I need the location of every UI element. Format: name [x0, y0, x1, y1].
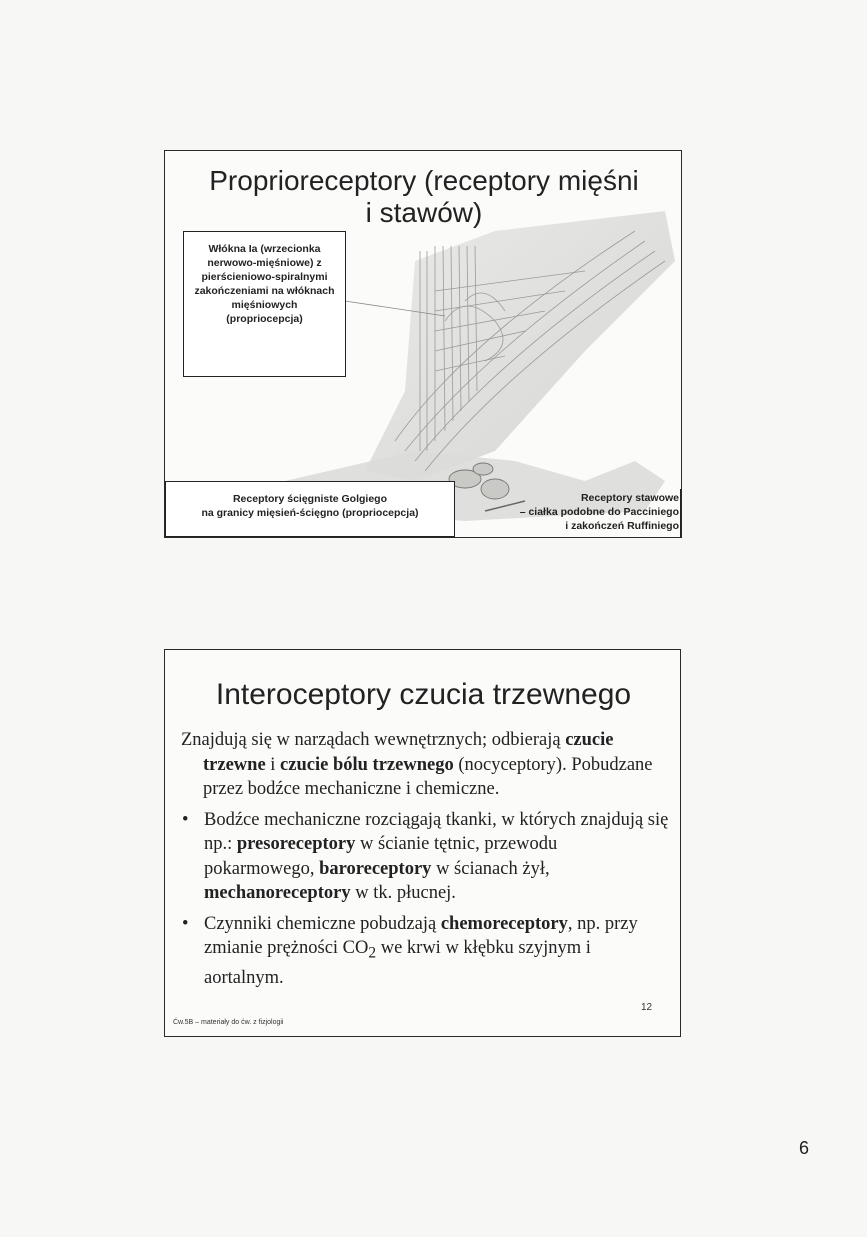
slide1-title	[165, 165, 683, 229]
bullet-text-part: w tk. płucnej.	[350, 883, 456, 903]
bullet-text-part: Bodźce mechaniczne rozciągają tkanki, w których znajdują się np.:	[204, 809, 669, 854]
page-number: 6	[799, 1138, 810, 1158]
joint-label-line2: – ciałka podobne do Pacciniego	[519, 506, 679, 518]
bullet-dot: •	[182, 913, 189, 934]
bullet-bold-term: baroreceptory	[319, 858, 432, 879]
slide-footer: Ćw.5B – materiały do ćw. z fizjologii	[173, 1019, 284, 1026]
fibers-label-box	[183, 231, 346, 377]
bullet-text	[204, 808, 671, 906]
intro-text: (nocyceptory). Pobudzane przez bodźce mechaniczne i chemiczne.	[203, 754, 653, 799]
bullet-mechanical	[181, 808, 671, 906]
bullet-bold-term: mechanoreceptory	[204, 883, 351, 903]
slide2-intro	[181, 728, 671, 802]
joint-label-line1: Receptory stawowe	[580, 492, 679, 504]
fibers-label: Włókna Ia (wrzecionka nerwowo-mięśniowe) z pierścieniowo-spiralnymi zakończeniami na włóknach mięśniowych (propriocepcja)	[194, 243, 335, 325]
golgi-label-line2: na granicy mięsień-ścięgno (propriocepcja)	[201, 507, 419, 519]
bullet-chemical	[181, 912, 671, 991]
bullet-text-part: , np. przy zmianie prężności CO	[204, 913, 638, 958]
co2-subscript: 2	[368, 944, 377, 962]
bullet-text-part: we krwi w kłębku szyjnym i aortalnym.	[204, 938, 591, 989]
bullet-text-part: w ścianach żył,	[431, 858, 550, 879]
bullet-bold-term: presoreceptory	[236, 834, 356, 854]
bullet-text-part: Czynniki chemiczne pobudzają	[204, 913, 441, 934]
slide-number: 12	[641, 1002, 653, 1013]
bullet-bold-term: chemoreceptory	[440, 913, 568, 934]
slide2-title: Interoceptory czucia trzewnego	[215, 678, 632, 711]
bullet-text-part: w ścianie tętnic, przewodu pokarmowego,	[204, 834, 558, 879]
slide-proprioreceptors	[164, 150, 682, 538]
joint-label-border	[680, 489, 681, 537]
slide1-title-line1: Proprioreceptory (receptory mięśni	[209, 165, 639, 196]
golgi-label-box	[165, 481, 455, 537]
intro-text: Znajdują się w narządach wewnętrznych; odbierają	[181, 730, 566, 750]
intro-bold-term: czucie trzewne	[203, 730, 614, 775]
intro-bold-term: czucie bólu trzewnego	[280, 754, 454, 775]
bullet-text	[204, 912, 671, 991]
slide1-title-line2: i stawów)	[365, 197, 483, 228]
slide2-body	[181, 728, 671, 997]
joint-label-line3: i zakończeń Ruffiniego	[565, 520, 679, 532]
intro-text: i	[265, 754, 281, 775]
joint-label-box	[481, 487, 681, 535]
golgi-label-line1: Receptory ścięgniste Golgiego	[232, 493, 388, 505]
bullet-dot: •	[182, 809, 189, 830]
slide-interoceptors	[164, 649, 681, 1037]
